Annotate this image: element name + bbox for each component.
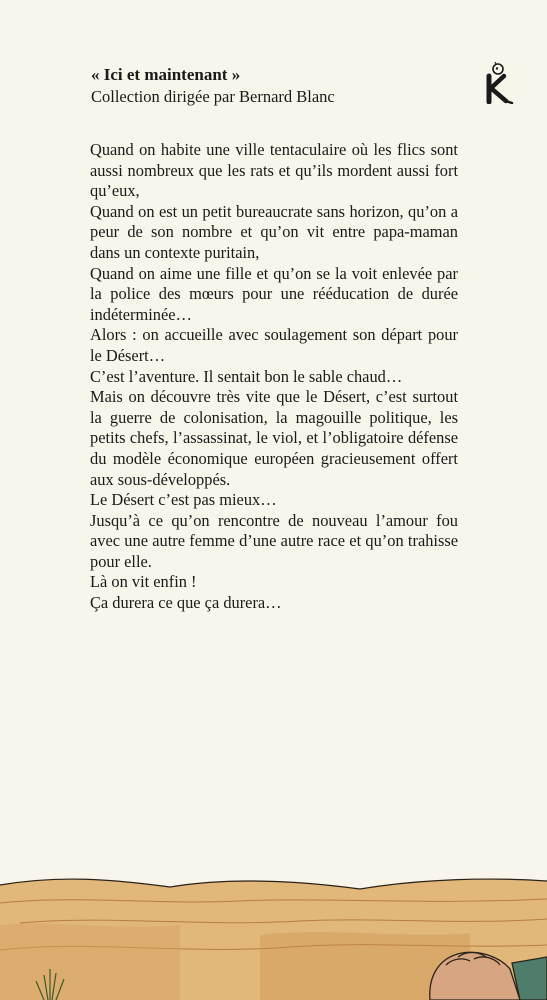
blurb-paragraph: Alors : on accueille avec soulagement son départ pour le Désert… xyxy=(90,325,458,365)
series-title: « Ici et maintenant » xyxy=(91,65,241,84)
back-cover-blurb xyxy=(90,140,458,614)
collection-credit: Collection dirigée par Bernard Blanc xyxy=(91,87,335,106)
blurb-paragraph: C’est l’aventure. Il sentait bon le sable chaud… xyxy=(90,366,403,386)
desert-landscape-illustration xyxy=(0,865,547,1000)
blurb-paragraph: Quand on est un petit bureaucrate sans horizon, qu’on a peur de son nombre et qu’on vit entre papa-maman dans un contexte puritain, xyxy=(90,201,458,262)
blurb-paragraph: Jusqu’à ce qu’on rencontre de nouveau l’amour fou avec une autre femme d’une autre race et qu’on trahisse pour elle. xyxy=(90,510,458,571)
blurb-paragraph: Ça durera ce que ça durera… xyxy=(90,593,282,613)
blurb-paragraph: Le Désert c’est pas mieux… xyxy=(90,490,277,510)
series-header xyxy=(91,64,471,108)
kangaroo-k-logo-icon xyxy=(480,62,516,104)
blurb-paragraph: Quand on aime une fille et qu’on se la voit enlevée par la police des mœurs pour une rééducation de durée indéterminée… xyxy=(90,263,458,324)
blurb-paragraph: Quand on habite une ville tentaculaire où les flics sont aussi nombreux que les rats et qu’ils mordent aussi fort qu’eux, xyxy=(90,140,458,201)
blurb-paragraph: Mais on découvre très vite que le Désert, c’est surtout la guerre de colonisation, la magouille politique, les petits chefs, l’assassinat, le viol, et l’obligatoire défense du modèle économique européen gracieusement offert aux sous-développés. xyxy=(90,387,458,489)
blurb-paragraph: Là on vit enfin ! xyxy=(90,572,197,592)
